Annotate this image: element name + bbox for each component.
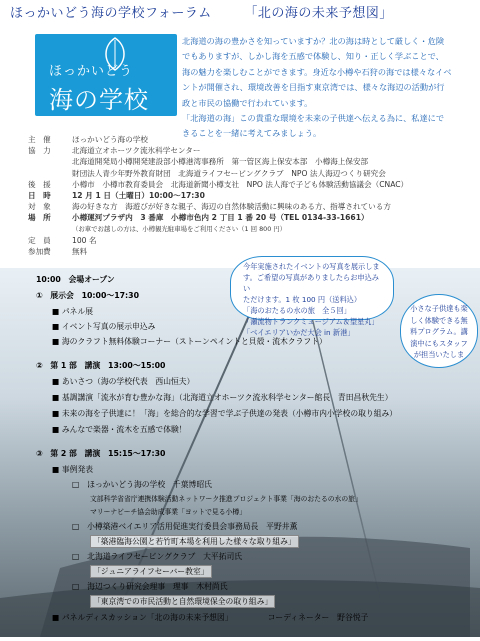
title-theme: 「北の海の未来予想図」 [244,6,393,21]
info-row [28,145,408,156]
intro-line: 「北海道の海」この貴重な環境を未来の子供達へ伝える為に、私達にで [182,113,445,124]
info-text: 12 月 1 日（土曜日）10:00〜17:30 [72,191,205,201]
bubble-line: 「ベイエリアいかだ大会 in 新港」 [243,328,355,337]
bubble-line: 「瀬流物トランクミュージアム＆望星丸」 [243,317,379,326]
info-row [28,235,408,246]
program-line: 「築港臨海公園と若竹町本場を利用した様々な取り組み」 [90,535,299,548]
program-line: ■ パネル展 [52,307,94,316]
info-label: 日 時 [28,191,51,201]
event-info [28,134,408,257]
bubble-line: 「海のおたるの水の旅 全５回」 [243,306,351,315]
info-text: 小樽運河プラザ内 3 番庫 小樽市色内 2 丁目 1 番 20 号（TEL 0134-33-1661） [72,213,369,223]
page-title [10,2,393,21]
intro-line: きることを一緒に考えてみましょう。 [182,128,322,139]
logo [35,34,177,116]
info-label: 参加費 [28,247,51,257]
program-line: ③ 第 2 部 講演 15:15〜17:30 [36,449,166,458]
info-text: ほっかいどう海の学校 [72,135,148,144]
info-text: 小樽市 小樽市教育委員会 北海道新聞小樽支社 NPO 法人海で子ども体験活動協議会（CNAC） [72,179,409,189]
info-text: 海の好きな方 海遊びが好きな親子、海辺の自然体験活動に興味のある方、指導されている方 [72,202,391,212]
program-line: ■ 事例発表 [52,465,94,474]
intro-line: 北海道の海の豊かさを知っていますか？北の海は時として厳しく・危険 [182,36,445,46]
info-label: 協 力 [28,146,51,156]
program-line: 「東京湾での市民活動と自然環境保全の取り組み」 [90,595,275,608]
program-line: ① 展示会 10:00〜17:30 [36,291,140,300]
program-line: ② 第 1 部 講演 13:00〜15:00 [36,361,166,370]
program-line: ■ イベント写真の展示申込み [52,322,156,331]
info-text: 100 名 [72,235,97,245]
info-row [28,212,408,223]
bubble-line: しく体験できる無 [410,315,468,325]
logo-line2: 海の学校 [49,86,149,114]
program-line: ■ みんなで楽器・流木を五感で体験！ [52,425,187,434]
intro-line: 海の魅力を楽しむことができます。身近な小樽や石狩の海では様々なイベ [182,66,452,77]
info-label: 定 員 [28,235,51,245]
info-label: 主 催 [28,135,51,144]
intro-line: でもありますが、しかし海を五感で体験し、知り・正しく学ぶことで、 [182,51,444,62]
info-text: 財団法人青少年野外教育財団 北海道ライフセービングクラブ NPO 法人海辺つくり研究会 [72,168,386,178]
program-line: ■ 海のクラフト無料体験コーナー（ストーンペイントと貝殻・流木クラフト） [52,337,327,346]
intro-line: 政と市民の協働で行われています。 [182,97,313,108]
bubble-line: ただけます。1 枚 100 円（送料込） [243,295,362,304]
info-label [28,168,72,179]
program-line: ■ 未来の海を子供達に！「海」を総合的な学習で学ぶ子供達の発表（小樽市内小学校の取り組み） [52,409,398,418]
intro-line: ントが開催され、環境改善を目指す東京湾では、様々な海辺の活動が行 [182,82,445,93]
title-forum: ほっかいどう海の学校フォーラム [10,6,212,21]
bubble-line: が担当いたしま [413,350,465,359]
program-line: ■ 基調講演「流氷が育む豊かな海」（北海道立オホーツク流氷科学センター館長 青田昌秋先生） [52,393,393,402]
bubble-line: す。ご希望の写真がありましたらお申込みい [243,273,379,293]
info-label: 場 所 [28,213,51,223]
info-text: 無料 [72,247,88,257]
info-text: 北海道開発局小樽開発建設部小樽港湾事務所 第一管区海上保安本部 小樽海上保安部 [72,157,369,167]
info-row [28,168,408,179]
program-line: □ 北海道ライフセービングクラブ 大平拓司氏 [72,552,243,561]
program-line: ■ パネルディスカッション「北の海の未来予想図」 コーディネーター 野谷悦子 [52,613,369,622]
program-line: 「ジュニアライフセーバー教室」 [90,565,212,578]
photo-exhibit-bubble [230,256,394,337]
info-row [28,179,408,190]
program-line: 文部科学省省庁連携体験活動ネットワーク推進プロジェクト事業「海のおたるの水の旅」 [90,495,362,503]
info-row [28,190,408,201]
info-label [28,156,72,167]
info-text: （お車でお越しの方は、小樽観光駐車場をご利用ください（1 回 800 円） [72,224,287,233]
info-label: 対 象 [28,202,51,212]
program-line: ■ あいさつ（海の学校代表 西山恒夫） [52,377,195,386]
info-row [28,156,408,167]
free-program-bubble [400,294,478,368]
info-label [28,224,72,235]
bubble-line: 今年実施されたイベントの写真を展示しま [243,262,380,271]
program-line: □ 小樽築港ベイエリア活用促進実行委員会事務局長 平野井薫 [72,522,298,531]
bubble-line: 料プログラム。講 [410,327,468,336]
info-label: 後 援 [28,179,51,189]
info-row [28,201,408,212]
program-line: 10:00 会場オープン [36,275,115,284]
logo-line1: ほっかいどう [49,64,134,79]
info-text: 北海道立オホーツク流氷科学センター [72,146,201,156]
program-line: マリーナビーチ協会助成事業「ヨットで見る小樽」 [90,508,246,516]
info-row [28,224,408,235]
program-line: □ 海辺つくり研究会理事 理事 木村尚氏 [72,582,228,591]
info-row [28,134,408,145]
bubble-line: 小さな子供達も楽 [410,304,468,313]
bubble-line: 演中にもスタッフ [410,338,468,348]
intro-text [182,34,472,142]
program-line: □ ほっかいどう海の学校 千葉博昭氏 [72,480,212,489]
